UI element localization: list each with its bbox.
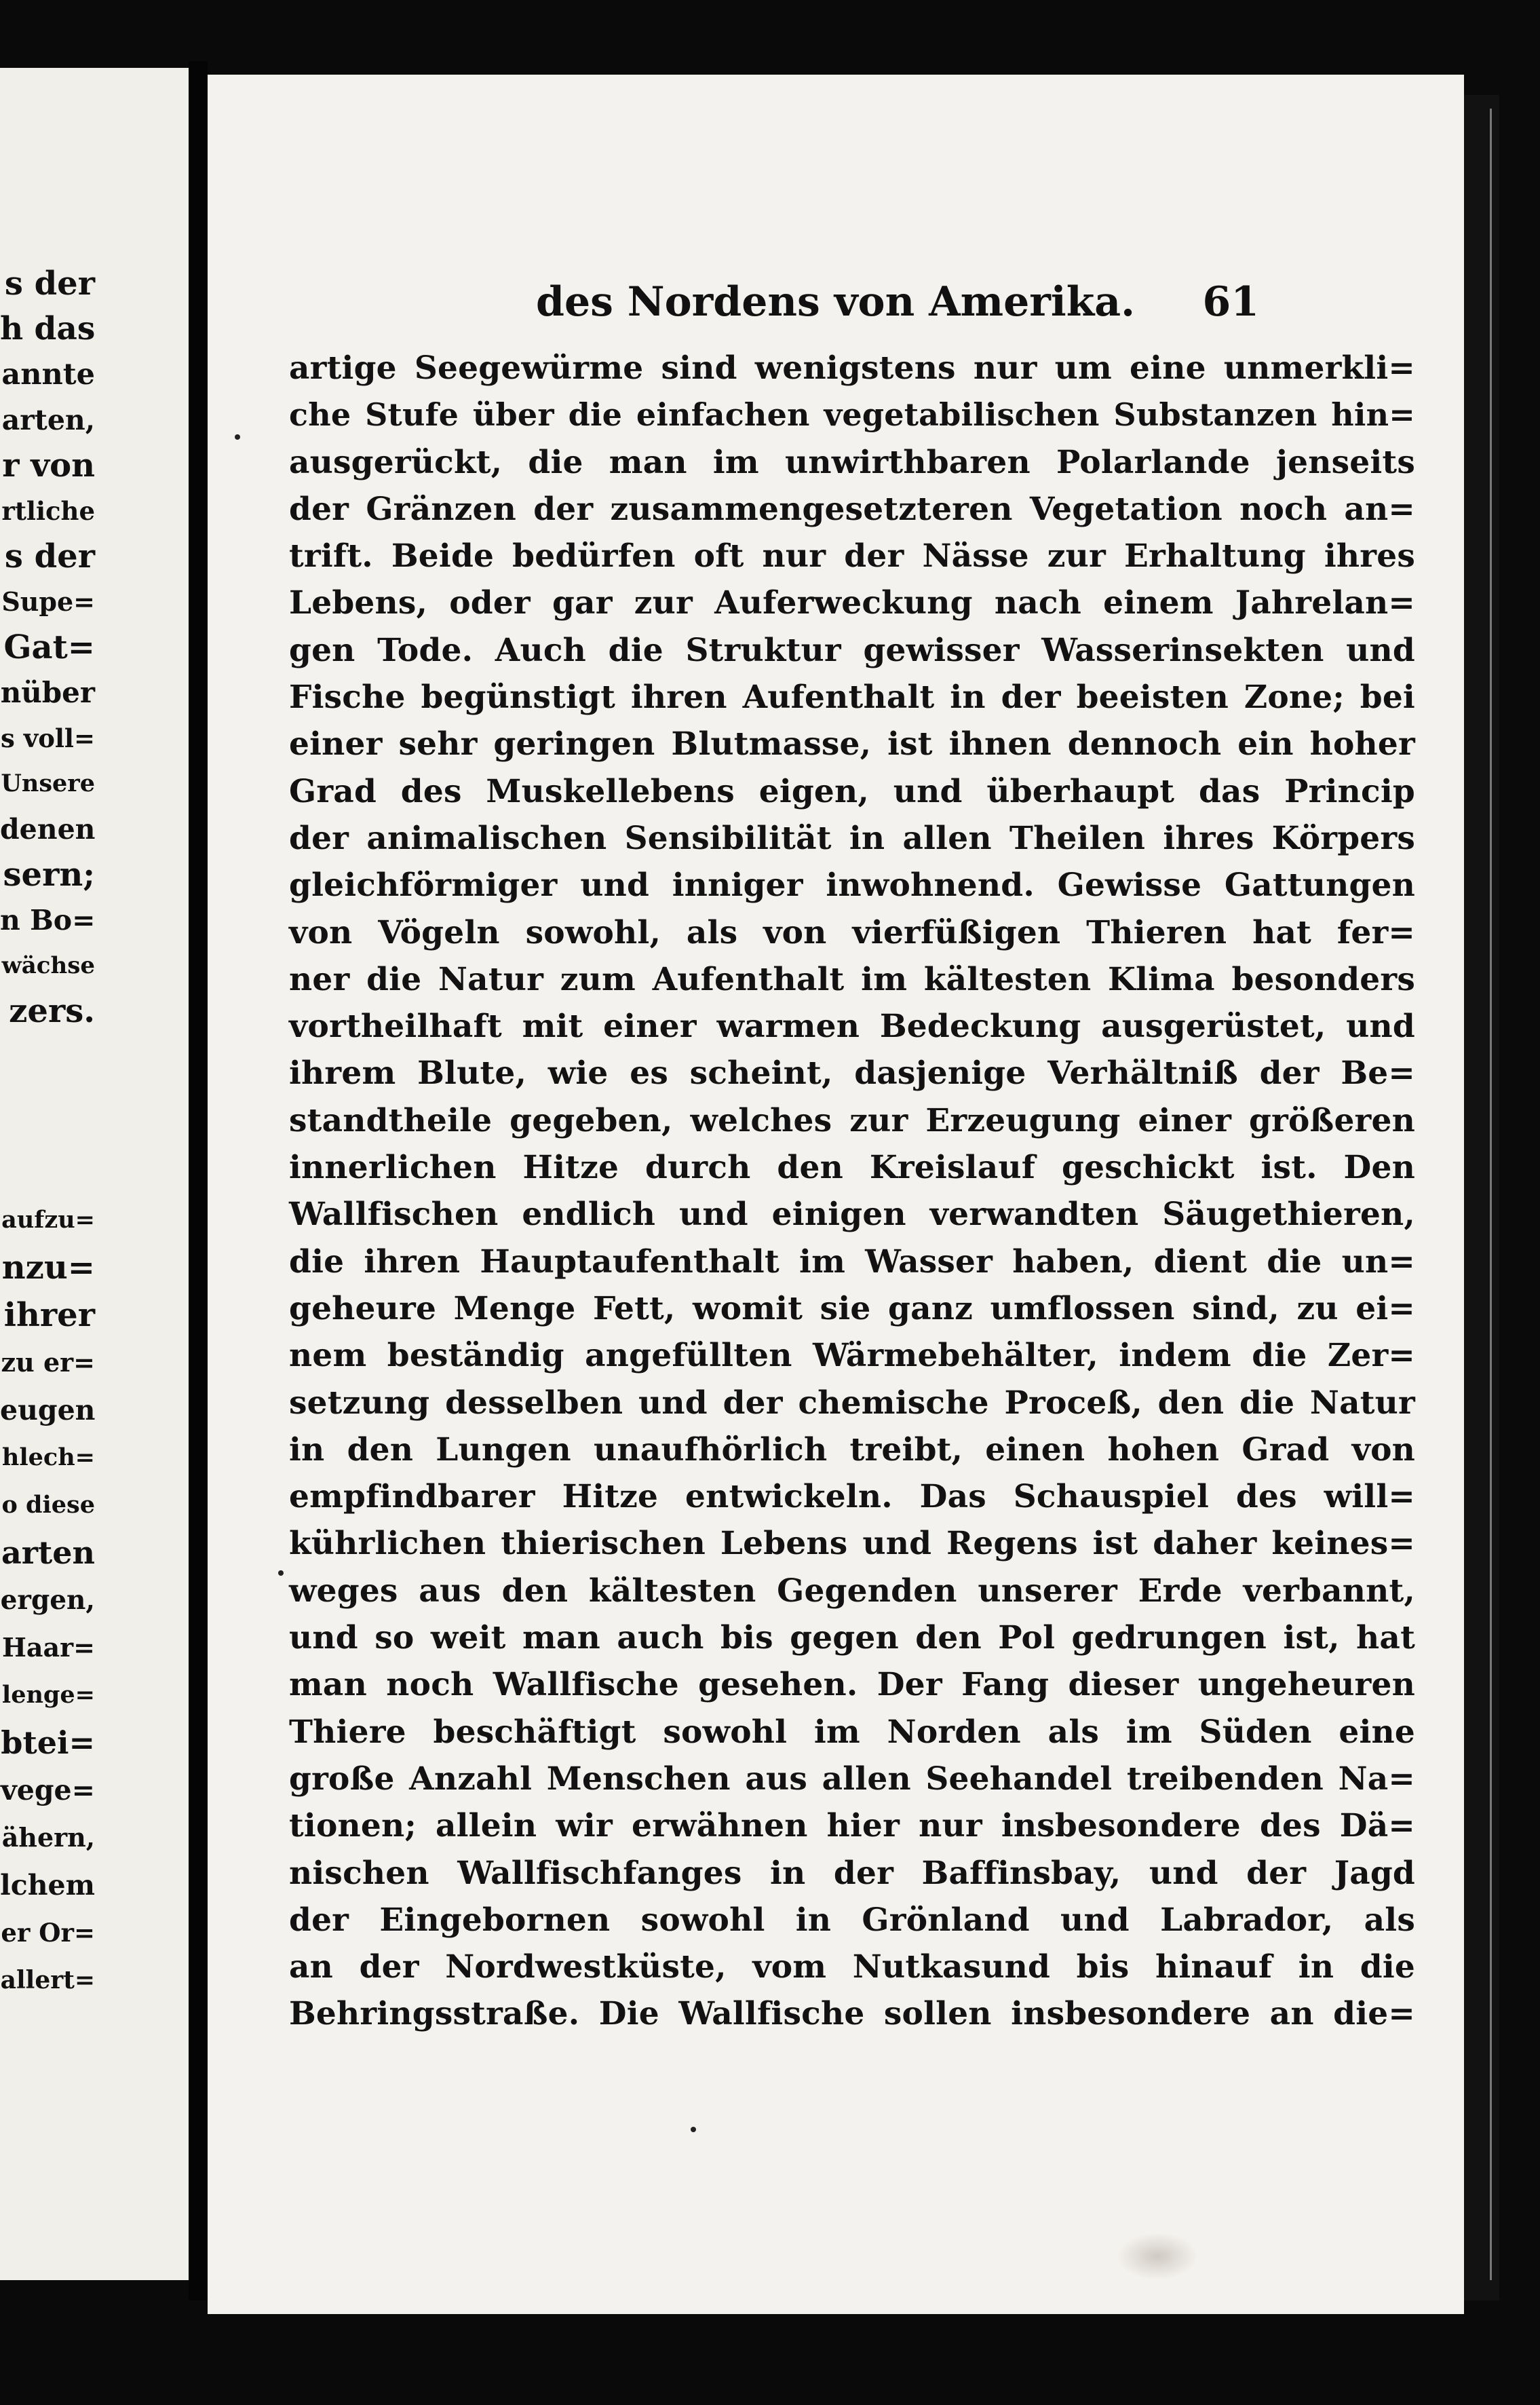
body-line: standtheile gegeben, welches zur Erzeugung einer größeren	[289, 1101, 1415, 1139]
previous-page-line-fragment: wächse	[1, 952, 95, 979]
book-gutter	[189, 61, 208, 2300]
body-line: weges aus den kältesten Gegenden unserer Erde verbannt,	[289, 1572, 1415, 1610]
body-line: und so weit man auch bis gegen den Pol gedrungen ist, hat	[289, 1619, 1415, 1657]
body-line: tionen; allein wir erwähnen hier nur insbesondere des Dä=	[289, 1807, 1415, 1845]
previous-page-line-fragment: allert=	[0, 1966, 95, 1994]
body-line: trift. Beide bedürfen oft nur der Nässe zur Erhaltung ihres	[289, 537, 1415, 575]
running-head: des Nordens von Amerika.	[536, 278, 1136, 326]
previous-page-line-fragment: ihrer	[3, 1296, 95, 1334]
paper-smudge	[1117, 2233, 1198, 2280]
body-line: geheure Menge Fett, womit sie ganz umflossen sind, zu ei=	[289, 1289, 1415, 1327]
body-line: Fische begünstigt ihren Aufenthalt in der beeisten Zone; bei	[289, 679, 1415, 717]
body-line: der animalischen Sensibilität in allen Theilen ihres Körpers	[289, 819, 1415, 857]
previous-page-line-fragment: Unsere	[1, 770, 95, 797]
previous-page-line-fragment: sern;	[3, 856, 95, 894]
body-line: nischen Wallfischfanges in der Baffinsbay, und der Jagd	[289, 1854, 1415, 1892]
body-line: die ihren Hauptaufenthalt im Wasser haben, dient die un=	[289, 1243, 1415, 1281]
body-line: gen Tode. Auch die Struktur gewisser Wasserinsekten und	[289, 631, 1415, 669]
previous-page-line-fragment: s der	[4, 537, 95, 575]
previous-page-line-fragment: hlech=	[1, 1443, 95, 1471]
previous-page-line-fragment: r von	[2, 447, 95, 485]
previous-page-line-fragment: arten	[1, 1534, 95, 1571]
page-number: 61	[1202, 278, 1259, 326]
previous-page-line-fragment: btei=	[1, 1724, 95, 1761]
body-line: große Anzahl Menschen aus allen Seehandel treibenden Na=	[289, 1760, 1415, 1798]
previous-page-line-fragment: ähern,	[1, 1822, 95, 1853]
body-line: Behringsstraße. Die Wallfische sollen insbesondere an die=	[289, 1995, 1415, 2033]
previous-page-line-fragment: o diese	[1, 1491, 95, 1519]
previous-page-line-fragment: annte	[1, 358, 95, 392]
body-line: Lebens, oder gar zur Auferweckung nach einem Jahrelan=	[289, 584, 1415, 622]
body-line: innerlichen Hitze durch den Kreislauf geschickt ist. Den	[289, 1149, 1415, 1187]
previous-page-line-fragment: s voll=	[0, 723, 95, 753]
previous-page-line-fragment: vege=	[0, 1774, 95, 1806]
previous-page-line-fragment: lenge=	[1, 1681, 95, 1709]
body-text	[289, 345, 1415, 2038]
body-line: an der Nordwestküste, vom Nutkasund bis hinauf in die	[289, 1948, 1415, 1986]
previous-page-line-fragment: h das	[0, 310, 96, 347]
body-line: kührlichen thierischen Lebens und Regens ist daher keines=	[289, 1525, 1415, 1563]
previous-page-line-fragment: nzu=	[1, 1249, 95, 1287]
previous-page-line-fragment: nüber	[0, 676, 95, 709]
previous-page-line-fragment: s der	[4, 265, 95, 303]
previous-page-line-fragment: n Bo=	[0, 904, 96, 936]
body-line: man noch Wallfische gesehen. Der Fang dieser ungeheuren	[289, 1666, 1415, 1704]
previous-page-line-fragment: ergen,	[0, 1585, 95, 1616]
book-page	[208, 75, 1464, 2314]
speck-mark	[691, 2127, 696, 2132]
previous-page-line-fragment: zu er=	[1, 1347, 95, 1378]
previous-page-line-fragment: Haar=	[1, 1632, 95, 1663]
body-line: Thiere beschäftigt sowohl im Norden als im Süden eine	[289, 1713, 1415, 1751]
body-line: vortheilhaft mit einer warmen Bedeckung ausgerüstet, und	[289, 1008, 1415, 1046]
body-line: che Stufe über die einfachen vegetabilischen Substanzen hin=	[289, 396, 1415, 434]
body-line: einer sehr geringen Blutmasse, ist ihnen dennoch ein hoher	[289, 725, 1415, 763]
previous-page-line-fragment: Gat=	[3, 628, 95, 666]
previous-page-edge	[0, 68, 189, 2280]
body-line: der Eingebornen sowohl in Grönland und Labrador, als	[289, 1901, 1415, 1939]
page-edge-line	[1490, 109, 1492, 2280]
previous-page-line-fragment: lchem	[0, 1869, 95, 1901]
speck-mark	[235, 434, 240, 440]
previous-page-line-fragment: denen	[0, 813, 96, 846]
speck-mark	[278, 1570, 284, 1576]
previous-page-line-fragment: Supe=	[1, 586, 95, 617]
page-edge	[1464, 95, 1499, 2300]
body-line: der Gränzen der zusammengesetzteren Vegetation noch an=	[289, 490, 1415, 528]
previous-page-line-fragment: aufzu=	[1, 1206, 95, 1234]
previous-page-line-fragment: er Or=	[1, 1918, 95, 1948]
body-line: in den Lungen unaufhörlich treibt, einen hohen Grad von	[289, 1431, 1415, 1469]
body-line: ner die Natur zum Aufenthalt im kältesten Klima besonders	[289, 960, 1415, 998]
previous-page-line-fragment: zers.	[9, 992, 95, 1030]
body-line: artige Seegewürme sind wenigstens nur um eine unmerkli=	[289, 349, 1415, 387]
body-line: ihrem Blute, wie es scheint, dasjenige Verhältniß der Be=	[289, 1055, 1415, 1093]
body-line: ausgerückt, die man im unwirthbaren Polarlande jenseits	[289, 443, 1415, 481]
body-line: nem beständig angefüllten Wärmebehälter, indem die Zer=	[289, 1337, 1415, 1375]
previous-page-line-fragment: arten,	[1, 404, 95, 436]
body-line: setzung desselben und der chemische Proceß, den die Natur	[289, 1384, 1415, 1422]
body-line: gleichförmiger und inniger inwohnend. Gewisse Gattungen	[289, 867, 1415, 905]
body-line: empfindbarer Hitze entwickeln. Das Schauspiel des will=	[289, 1478, 1415, 1516]
body-line: von Vögeln sowohl, als von vierfüßigen Thieren hat fer=	[289, 913, 1415, 951]
body-line: Wallfischen endlich und einigen verwandten Säugethieren,	[289, 1196, 1415, 1234]
previous-page-line-fragment: eugen	[0, 1394, 96, 1426]
previous-page-line-fragment: rtliche	[1, 496, 95, 526]
body-line: Grad des Muskellebens eigen, und überhaupt das Princip	[289, 772, 1415, 810]
